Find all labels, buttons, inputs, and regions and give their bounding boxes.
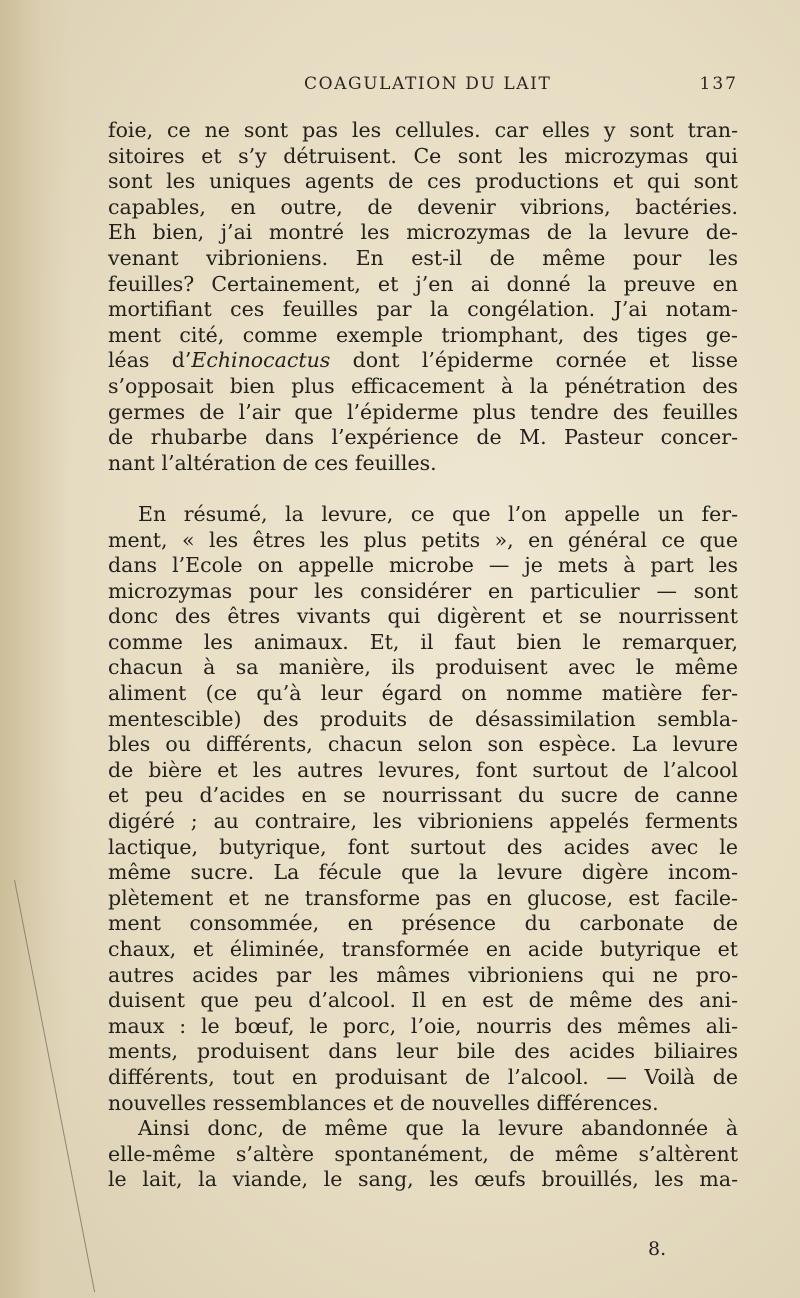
- running-title: COAGULATION DU LAIT: [304, 74, 552, 94]
- text-line: elle-même s’altère spontanément, de même s’altèrent: [108, 1141, 738, 1166]
- paragraph-gap: [108, 476, 738, 502]
- paragraph: [108, 1116, 738, 1193]
- text-line: maux : le bœuf, le porc, l’oie, nourris des mêmes ali-: [108, 1013, 738, 1038]
- text-line: microzymas pour les considérer en particulier — sont: [108, 578, 738, 603]
- body-text: [108, 118, 738, 1193]
- text-line: même sucre. La fécule que la levure digère incom-: [108, 860, 738, 885]
- text-line: autres acides par les mâmes vibrioniens qui ne pro-: [108, 962, 738, 987]
- paragraph: [108, 502, 738, 1116]
- text-line: germes de l’air que l’épiderme plus tendre des feuilles: [108, 399, 738, 424]
- text-line: chacun à sa manière, ils produisent avec le même: [108, 655, 738, 680]
- text-line: mortifiant ces feuilles par la congélation. J’ai notam-: [108, 297, 738, 322]
- text-line: aliment (ce qu’à leur égard on nomme matière fer-: [108, 681, 738, 706]
- text-line: nouvelles ressemblances et de nouvelles différences.: [108, 1090, 659, 1115]
- text-line: Ainsi donc, de même que la levure abandonnée à: [138, 1116, 738, 1141]
- text-line: et peu d’acides en se nourrissant du sucre de canne: [108, 783, 738, 808]
- text-line: de bière et les autres levures, font surtout de l’alcool: [108, 757, 738, 782]
- text-line: de rhubarbe dans l’expérience de M. Pasteur concer-: [108, 425, 738, 450]
- text-line: ment consommée, en présence du carbonate de: [108, 911, 738, 936]
- text-line: mentescible) des produits de désassimilation sembla-: [108, 706, 738, 731]
- text-line: chaux, et éliminée, transformée en acide butyrique et: [108, 937, 738, 961]
- text-line: ment, « les êtres les plus petits », en général ce que: [108, 527, 738, 552]
- running-header: [108, 74, 738, 104]
- text-line: plètement et ne transforme pas en glucose, est facile-: [108, 885, 738, 910]
- text-line: comme les animaux. Et, il faut bien le remarquer,: [108, 629, 738, 654]
- text-line: digéré ; au contraire, les vibrioniens appelés ferments: [108, 809, 738, 834]
- text-line: dans l’Ecole on appelle microbe — je mets à part les: [108, 553, 738, 578]
- text-line: feuilles? Certainement, et j’en ai donné la preuve en: [108, 271, 738, 296]
- italic-genus: Echinocactus: [191, 348, 331, 373]
- page-number: 137: [699, 74, 738, 94]
- text-line: lactique, butyrique, font surtout des acides avec le: [108, 834, 738, 859]
- text-line: capables, en outre, de devenir vibrions, bactéries.: [108, 194, 738, 219]
- paragraph: [108, 118, 738, 476]
- page-binding-shadow: [0, 0, 70, 1298]
- text-line: ment cité, comme exemple triomphant, des tiges ge-: [108, 322, 738, 347]
- text-line: ments, produisent dans leur bile des acides biliaires: [108, 1039, 738, 1064]
- text-line: Eh bien, j’ai montré les microzymas de la levure de-: [108, 220, 738, 245]
- text-line: le lait, la viande, le sang, les œufs brouillés, les ma-: [108, 1167, 738, 1192]
- text-line: léas d’Echinocactus dont l’épiderme cornée et lisse: [108, 348, 738, 373]
- text-line: venant vibrioniens. En est-il de même pour les: [108, 245, 738, 270]
- text-line: donc des êtres vivants qui digèrent et se nourrissent: [108, 604, 738, 629]
- text-line: différents, tout en produisant de l’alcool. — Voilà de: [108, 1064, 738, 1089]
- text-line: foie, ce ne sont pas les cellules. car elles y sont tran-: [108, 118, 738, 142]
- text-line: sont les uniques agents de ces productions et qui sont: [108, 169, 738, 194]
- text-line: sitoires et s’y détruisent. Ce sont les microzymas qui: [108, 143, 738, 168]
- text-line: En résumé, la levure, ce que l’on appelle un fer-: [138, 501, 738, 526]
- text-line: duisent que peu d’alcool. Il en est de même des ani-: [108, 988, 738, 1013]
- signature-mark: 8.: [648, 1238, 667, 1260]
- text-line: s’opposait bien plus efficacement à la pénétration des: [108, 373, 738, 398]
- text-line: nant l’altération de ces feuilles.: [108, 450, 437, 475]
- text-line: bles ou différents, chacun selon son espèce. La levure: [108, 732, 738, 757]
